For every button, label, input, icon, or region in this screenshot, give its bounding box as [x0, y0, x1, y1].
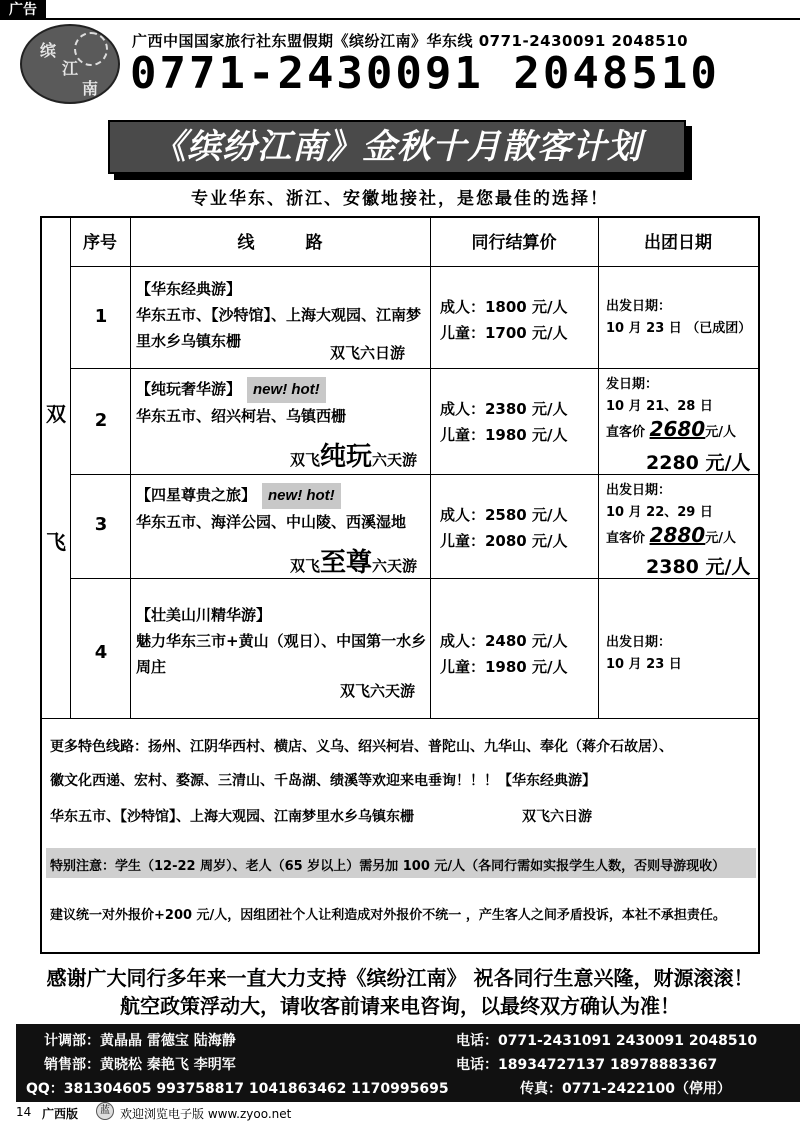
header-date: 出团日期	[644, 233, 712, 253]
more-routes-line-1: 更多特色线路：扬州、江阴华西村、横店、义乌、绍兴柯岩、普陀山、九华山、奉化（蒋介石故居）、	[50, 739, 673, 755]
route-line: 华东五市、绍兴柯岩、乌镇西栅	[136, 407, 347, 425]
banner-title: 《缤纷江南》金秋十月散客计划	[152, 127, 642, 167]
sales-tel: 电话：18934727137 18978883367	[456, 1057, 718, 1073]
side-label-1: 双	[46, 402, 66, 426]
route-cell	[136, 602, 426, 680]
child-price: 儿童：1980 元/人	[440, 658, 568, 676]
planning-tel: 电话：0771-2431091 2430091 2048510	[456, 1033, 758, 1049]
hot-badge: new! hot!	[247, 377, 326, 403]
route-tag: 【壮美山川精华游】	[136, 606, 272, 624]
date-label: 出发日期：	[606, 299, 672, 314]
direct-price-unit: 元/人	[705, 425, 736, 440]
thanks-line-2: 航空政策浮动大，请收客前请来电咨询，以最终双方确认为准！	[120, 994, 680, 1018]
route-cell	[136, 376, 346, 429]
date-label: 发日期：	[606, 377, 659, 392]
date-label: 出发日期：	[606, 635, 672, 650]
date-value: 10 月 22、29 日	[606, 505, 713, 520]
more-routes-type: 双飞六日游	[522, 809, 592, 825]
after-price: 2280 元/人	[646, 452, 751, 474]
slogan: 专业华东、浙江、安徽地接社，是您最佳的选择！	[191, 189, 609, 209]
route-line: 华东五市、海洋公园、中山陵、西溪湿地	[136, 513, 407, 531]
price-cell	[440, 396, 567, 448]
trip-type-suffix: 六天游	[372, 557, 418, 575]
adult-price: 成人：2480 元/人	[440, 632, 568, 650]
child-price: 儿童：2080 元/人	[440, 532, 568, 550]
grid-line	[130, 218, 131, 718]
route-line: 华东五市、【沙特馆】、上海大观园、江南梦	[136, 306, 422, 324]
direct-price: 2880	[649, 523, 706, 547]
date-value: 10 月 23 日 （已成团）	[606, 321, 752, 336]
grid-line	[430, 218, 431, 718]
direct-price-label: 直客价	[606, 531, 646, 546]
planning-dept: 计调部：黄晶晶 雷德宝 陆海静	[44, 1033, 236, 1049]
price-cell	[440, 294, 567, 346]
thanks-line-1: 感谢广大同行多年来一直大力支持《缤纷江南》 祝各同行生意兴隆，财源滚滚！	[46, 966, 754, 990]
trip-type: 双飞六日游	[330, 344, 406, 362]
logo-char-2: 江	[62, 59, 79, 78]
adult-price: 成人：2380 元/人	[440, 400, 568, 418]
more-routes-line-3: 华东五市、【沙特馆】、上海大观园、江南梦里水乡乌镇东栅	[50, 809, 414, 825]
child-price: 儿童：1980 元/人	[440, 426, 568, 444]
logo-char-1: 缤	[40, 41, 57, 60]
trip-type-prefix: 双飞	[290, 557, 321, 575]
trip-type-highlight: 至尊	[320, 548, 373, 578]
ad-tag: 广告	[0, 0, 46, 20]
direct-price-label: 直客价	[606, 425, 646, 440]
hot-badge: new! hot!	[262, 483, 341, 509]
sales-dept: 销售部：黄晓松 秦艳飞 李明军	[44, 1057, 236, 1073]
qq-numbers: QQ：381304605 993758817 1041863462 1170995695	[26, 1081, 449, 1097]
adult-price: 成人：1800 元/人	[440, 298, 568, 316]
route-tag: 【纯玩奢华游】	[136, 380, 242, 398]
row-number: 1	[94, 306, 108, 327]
pricing-advice: 建议统一对外报价+200 元/人，因组团社个人让利造成对外报价不统一 ，产生客人之间矛盾投诉，本社不承担责任。	[50, 908, 726, 923]
header-price: 同行结算价	[471, 233, 557, 253]
row-number: 2	[94, 410, 108, 431]
date-value: 10 月 23 日	[606, 657, 682, 672]
top-rule	[0, 18, 800, 20]
contact-footer	[16, 1024, 800, 1102]
date-cell	[606, 374, 736, 444]
price-cell	[440, 502, 567, 554]
price-cell	[440, 628, 567, 680]
after-price: 2380 元/人	[646, 556, 751, 578]
grid-line	[70, 368, 758, 369]
grid-line	[70, 218, 71, 718]
date-label: 出发日期：	[606, 483, 672, 498]
header-line: 广西中国国家旅行社东盟假期《缤纷江南》华东线 0771-2430091 2048510	[132, 32, 689, 50]
child-price: 儿童：1700 元/人	[440, 324, 568, 342]
date-cell	[606, 480, 736, 550]
chrysanthemum-icon	[74, 32, 108, 66]
grid-line	[70, 266, 758, 267]
edition-label: 广西版	[42, 1107, 79, 1121]
date-cell	[606, 632, 682, 676]
trip-type	[290, 542, 417, 579]
agency-logo	[20, 24, 120, 104]
adult-price: 成人：2580 元/人	[440, 506, 568, 524]
more-routes-line-2: 徽文化西递、宏村、婺源、三清山、千岛湖、绩溪等欢迎来电垂询！！！【华东经典游】	[50, 773, 596, 789]
logo-char-3: 南	[82, 79, 99, 98]
route-cell	[136, 482, 406, 535]
trip-type: 双飞六天游	[340, 682, 416, 700]
trip-type-highlight: 纯玩	[320, 442, 373, 472]
grid-line	[42, 718, 758, 719]
page-number: 14	[16, 1105, 32, 1119]
row-number: 4	[94, 642, 108, 663]
date-value: 10 月 21、28 日	[606, 399, 713, 414]
row-number: 3	[94, 514, 108, 535]
special-notice: 特别注意：学生（12-22 周岁）、老人（65 岁以上）需另加 100 元/人（各同行需如实报学生人数，否则导游现收）	[50, 859, 726, 874]
trip-type	[290, 436, 417, 473]
side-label-2: 飞	[46, 530, 66, 554]
route-tag: 【四星尊贵之旅】	[136, 486, 257, 504]
route-line: 周庄	[136, 658, 167, 676]
direct-price: 2680	[649, 417, 706, 441]
header-route: 线 路	[237, 233, 323, 253]
route-line: 里水乡乌镇东栅	[136, 332, 242, 350]
trip-type-suffix: 六天游	[372, 451, 418, 469]
date-cell	[606, 296, 751, 340]
header-no: 序号	[83, 233, 117, 253]
site-icon: 蓝	[96, 1102, 114, 1120]
website-link[interactable]: 欢迎浏览电子版 www.zyoo.net	[120, 1107, 292, 1121]
trip-type-prefix: 双飞	[290, 451, 321, 469]
direct-price-unit: 元/人	[705, 531, 736, 546]
fax: 传真：0771-2422100（停用）	[520, 1081, 731, 1097]
grid-line	[598, 218, 599, 718]
big-phone: 0771-2430091 2048510	[130, 48, 720, 99]
route-tag: 【华东经典游】	[136, 280, 242, 298]
route-line: 魅力华东三市+黄山（观日）、中国第一水乡	[136, 632, 427, 650]
